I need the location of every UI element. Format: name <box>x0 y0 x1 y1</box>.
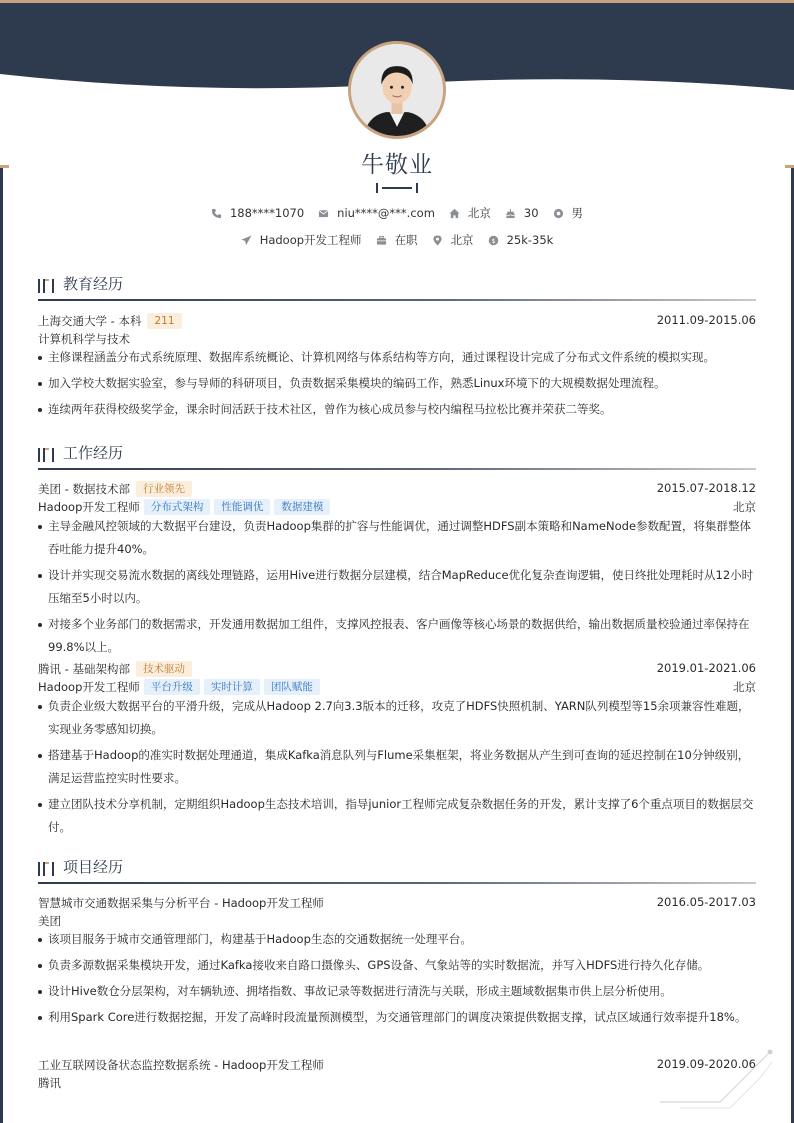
skill-tag: 性能调优 <box>214 499 270 515</box>
school-tag: 211 <box>147 313 181 329</box>
job-city: 北京 <box>733 500 756 514</box>
list-item: 利用Spark Core进行数据挖掘，开发了高峰时段流量预测模型，为交通管理部门的调度决策提供数据支撑，试点区域通行效率提升18%。 <box>38 1006 756 1029</box>
age-text: 30 <box>523 206 539 220</box>
project-org: 美团 <box>38 914 61 928</box>
list-item: 设计并实现交易流水数据的离线处理链路，运用Hive进行数据分层建模，结合MapReduce优化复杂查询逻辑，使日终批处理耗时从12小时压缩至5小时以内。 <box>38 564 756 610</box>
status-text: 在职 <box>394 233 418 247</box>
target-city-item <box>432 232 474 248</box>
list-item: 搭建基于Hadoop的准实时数据处理通道，集成Kafka消息队列与Flume采集框架，将业务数据从产生到可查询的延迟控制在10分钟级别，满足运营监控实时性要求。 <box>38 744 756 790</box>
project-entry-head <box>38 895 756 913</box>
status-item <box>376 232 418 248</box>
project-date: 2019.09-2020.06 <box>656 1057 756 1071</box>
gender-text: 男 <box>571 206 584 220</box>
skill-tag: 实时计算 <box>204 679 260 695</box>
education-bullets <box>38 346 756 424</box>
job-bullets <box>38 515 756 662</box>
major-name: 计算机科学与技术 <box>38 332 130 346</box>
projects-title: 项目经历 <box>63 858 124 876</box>
section-rule <box>38 468 756 470</box>
project-bullets <box>38 928 756 1032</box>
education-title: 教育经历 <box>63 275 124 293</box>
phone-icon <box>211 208 222 219</box>
job-date: 2015.07-2018.12 <box>656 481 756 495</box>
avatar-photo <box>351 44 443 136</box>
education-entry-head <box>38 313 756 331</box>
candidate-name: 牛敬业 <box>361 152 433 178</box>
list-item: 主修课程涵盖分布式系统原理、数据库系统概论、计算机网络与体系结构等方向，通过课程设计完成了分布式文件系统的模拟实现。 <box>38 346 756 369</box>
job-city: 北京 <box>733 680 756 694</box>
job-date: 2019.01-2021.06 <box>656 661 756 675</box>
company-name: 美团 - 数据技术部 <box>38 482 130 496</box>
list-item: 建立团队技术分享机制，定期组织Hadoop生态技术培训，指导junior工程师完成复杂数据任务的开发，累计支撑了6个重点项目的数据层交付。 <box>38 793 756 839</box>
skill-tag: 平台升级 <box>144 679 200 695</box>
project-org-row <box>38 1075 756 1093</box>
section-rule <box>38 299 756 301</box>
residence-text: 北京 <box>467 206 491 220</box>
gender-icon <box>553 208 564 219</box>
phone-text: 188****1070 <box>229 206 305 220</box>
company-tag: 技术驱动 <box>136 661 192 677</box>
work-title: 工作经历 <box>63 444 124 462</box>
section-rule <box>38 882 756 884</box>
email-text: niu****@***.com <box>337 206 435 220</box>
mail-icon <box>318 208 329 219</box>
list-item: 对接多个业务部门的数据需求，开发通用数据加工组件，支撑风控报表、客户画像等核心场景的数据供给，输出数据质量校验通过率保持在99.8%以上。 <box>38 613 756 659</box>
job-bullets <box>38 695 756 842</box>
education-date: 2011.09-2015.06 <box>656 313 756 327</box>
work-section-title <box>38 442 756 472</box>
salary-item <box>488 233 554 247</box>
skill-tag: 数据建模 <box>274 499 330 515</box>
list-item: 主导金融风控领域的大数据平台建设，负责Hadoop集群的扩容与性能调优，通过调整HDFS副本策略和NameNode参数配置，将集群整体吞吐能力提升40%。 <box>38 515 756 561</box>
school-name: 上海交通大学 - 本科 <box>38 314 142 328</box>
cake-icon <box>505 208 516 219</box>
job-entry-head <box>38 481 756 499</box>
email-item <box>318 206 435 220</box>
corner-line-ornament <box>660 1040 780 1110</box>
education-section-title <box>38 273 756 303</box>
job-entry-head <box>38 661 756 679</box>
svg-text:$: $ <box>491 236 496 245</box>
list-item: 该项目服务于城市交通管理部门，构建基于Hadoop生态的交通数据统一处理平台。 <box>38 928 756 951</box>
project-name: 智慧城市交通数据采集与分析平台 - Hadoop开发工程师 <box>38 896 324 910</box>
age-item <box>505 206 539 220</box>
list-item: 负责企业级大数据平台的平滑升级，完成从Hadoop 2.7向3.3版本的迁移，攻克了HDFS快照机制、YARN队列模型等15余项兼容性难题，实现业务零感知切换。 <box>38 695 756 741</box>
section-marker-icon <box>38 448 56 462</box>
name-divider-ornament <box>376 183 418 193</box>
skill-tag: 团队赋能 <box>264 679 320 695</box>
salary-text: 25k-35k <box>506 233 554 247</box>
company-name: 腾讯 - 基础架构部 <box>38 662 130 676</box>
position-text: Hadoop开发工程师 <box>259 233 362 247</box>
list-item: 连续两年获得校级奖学金，课余时间活跃于技术社区，曾作为核心成员参与校内编程马拉松比赛并荣获二等奖。 <box>38 398 756 421</box>
company-tag: 行业领先 <box>136 481 192 497</box>
job-role: Hadoop开发工程师 <box>38 500 140 514</box>
project-date: 2016.05-2017.03 <box>656 895 756 909</box>
briefcase-icon <box>376 235 387 246</box>
project-name: 工业互联网设备状态监控数据系统 - Hadoop开发工程师 <box>38 1058 324 1072</box>
list-item: 加入学校大数据实验室，参与导师的科研项目，负责数据采集模块的编码工作，熟悉Linux环境下的大规模数据处理流程。 <box>38 372 756 395</box>
contact-info-row <box>0 205 794 221</box>
left-border-rail <box>0 168 3 1123</box>
list-item: 负责多源数据采集模块开发，通过Kafka接收来自路口摄像头、GPS设备、气象站等的实时数据流，并写入HDFS进行持久化存储。 <box>38 954 756 977</box>
target-city-text: 北京 <box>450 233 474 247</box>
section-marker-icon <box>38 862 56 876</box>
salary-icon <box>488 235 499 246</box>
avatar <box>348 41 446 139</box>
skill-tag: 分布式架构 <box>144 499 211 515</box>
gender-item <box>553 205 584 221</box>
residence-item <box>449 205 491 221</box>
location-pin-icon <box>432 235 443 246</box>
job-intent-row <box>0 232 794 248</box>
projects-section-title <box>38 856 756 886</box>
section-marker-icon <box>38 279 56 293</box>
job-role: Hadoop开发工程师 <box>38 680 140 694</box>
project-org: 腾讯 <box>38 1076 61 1090</box>
position-item <box>241 232 362 248</box>
send-icon <box>241 235 252 246</box>
phone-item <box>211 206 304 220</box>
list-item: 设计Hive数仓分层架构，对车辆轨迹、拥堵指数、事故记录等数据进行清洗与关联，形成主题域数据集市供上层分析使用。 <box>38 980 756 1003</box>
project-entry-head <box>38 1057 756 1075</box>
home-icon <box>449 208 460 219</box>
